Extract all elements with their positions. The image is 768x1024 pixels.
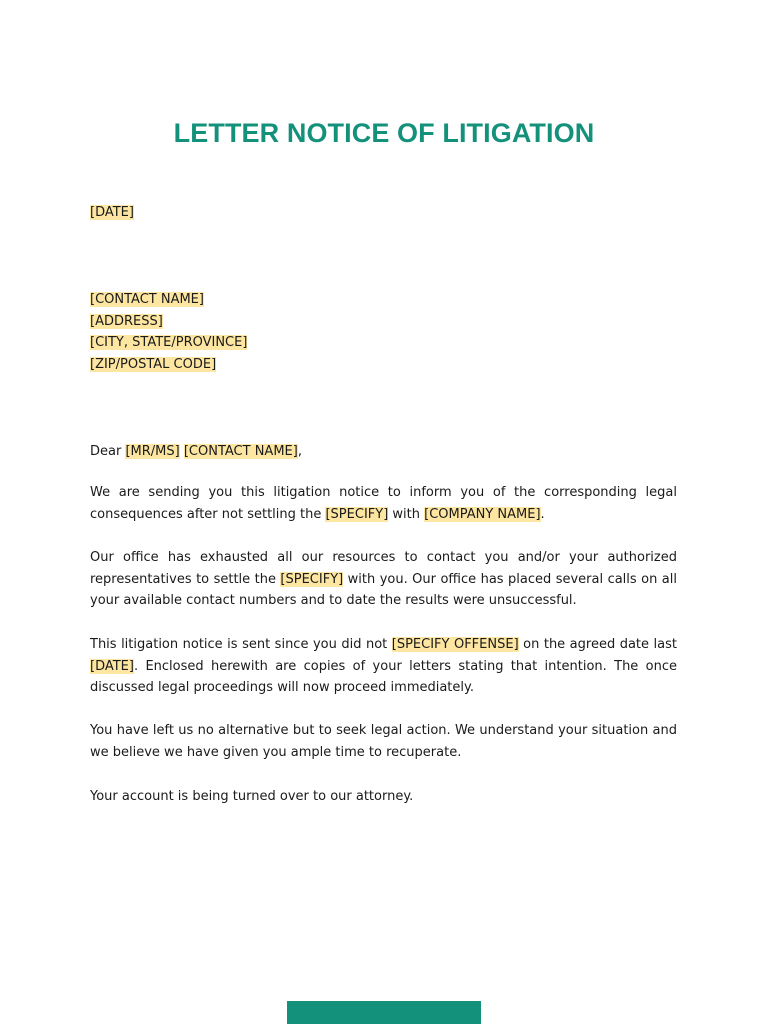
p2-text-b: with you. Our office has placed several calls on all your available contact numbers and to date the results were unsuccessful.	[90, 571, 677, 609]
footer-accent-bar	[287, 1001, 481, 1024]
recipient-address: [ADDRESS]	[90, 313, 163, 329]
paragraph-3	[90, 634, 677, 699]
p2-text-a: Our office has exhausted all our resources to contact you and/or your authorized representatives to settle the	[90, 550, 677, 587]
p1-specify-placeholder: [SPECIFY]	[325, 506, 389, 522]
p1-text-c: .	[540, 506, 545, 522]
recipient-contact-name: [CONTACT NAME]	[90, 292, 204, 307]
recipient-city-state: [CITY, STATE/PROVINCE]	[90, 335, 248, 351]
document-title: LETTER NOTICE OF LITIGATION	[173, 118, 595, 148]
salutation-name-placeholder: [CONTACT NAME]	[183, 444, 298, 459]
p3-text-b: on the agreed date last	[518, 637, 677, 652]
recipient-zip: [ZIP/POSTAL CODE]	[90, 357, 217, 373]
salutation-title-placeholder: [MR/MS]	[125, 444, 180, 459]
p2-specify-placeholder: [SPECIFY]	[280, 571, 344, 587]
recipient-address-block	[90, 289, 677, 376]
p1-text-a: We are sending you this litigation notice to inform you of the corresponding legal consequences after not settling the	[90, 485, 677, 522]
salutation-comma: ,	[297, 444, 302, 459]
paragraph-5: Your account is being turned over to our attorney.	[90, 789, 414, 804]
p3-offense-placeholder: [SPECIFY OFFENSE]	[391, 637, 519, 652]
salutation-dear: Dear	[90, 444, 126, 459]
p3-date-placeholder: [DATE]	[90, 658, 134, 674]
paragraph-4: You have left us no alternative but to seek legal action. We understand your situation and we believe we have given you ample time to recuperate.	[90, 723, 677, 760]
salutation	[90, 441, 677, 463]
p3-text-c: . Enclosed herewith are copies of your letters stating that intention. The once discussed legal proceedings will now proceed immediately.	[90, 658, 677, 696]
date-line	[90, 202, 677, 224]
p3-text-a: This litigation notice is sent since you did not	[90, 637, 392, 652]
paragraph-1	[90, 482, 677, 525]
date-placeholder: [DATE]	[90, 205, 134, 220]
paragraph-2	[90, 547, 677, 612]
p1-text-b: with	[388, 506, 425, 522]
p1-company-placeholder: [COMPANY NAME]	[424, 506, 541, 522]
